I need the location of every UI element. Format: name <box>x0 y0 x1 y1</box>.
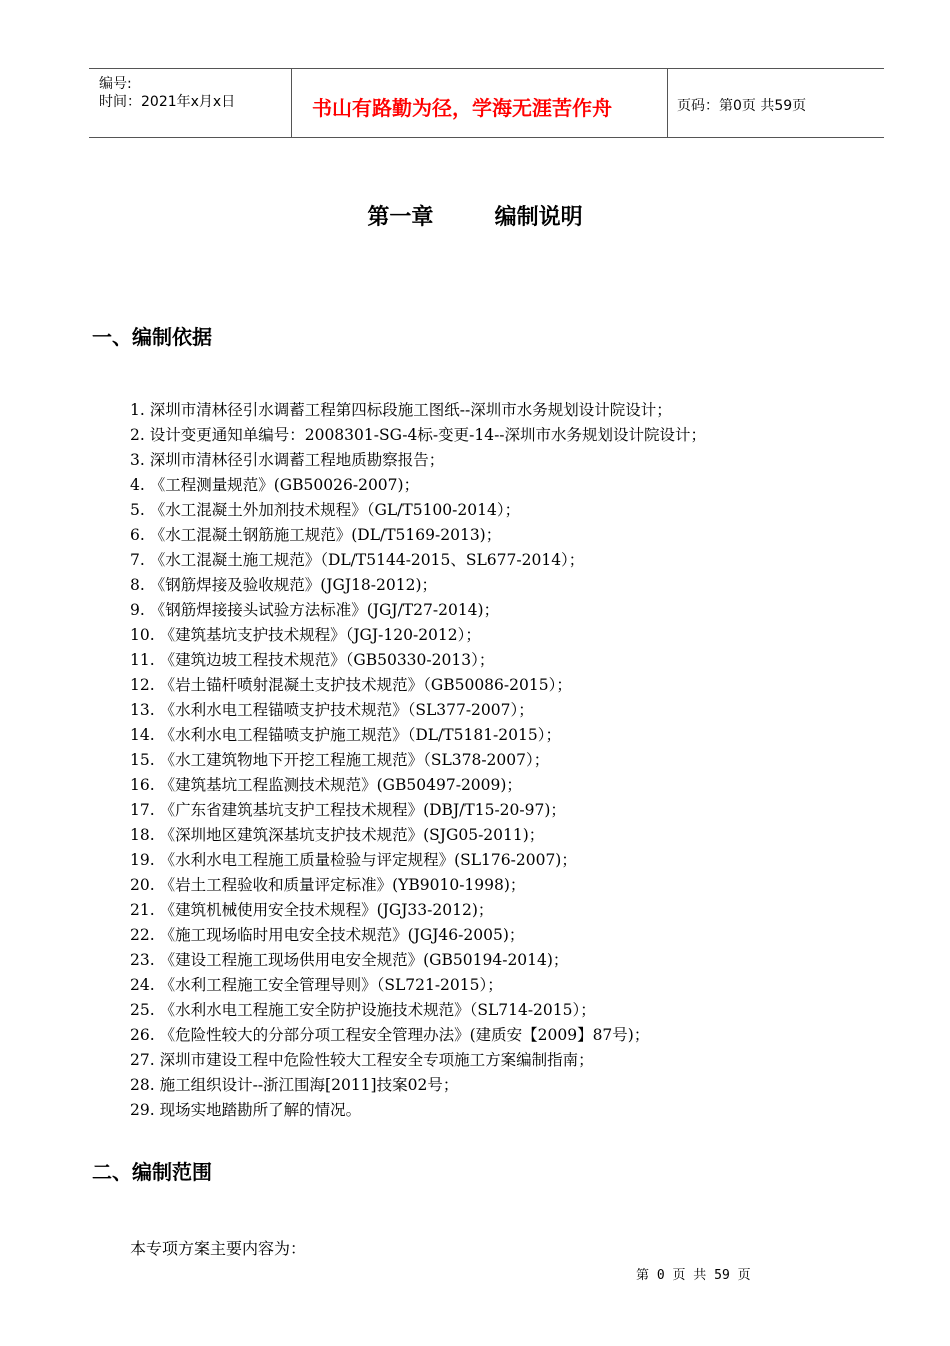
number-label: 编号: <box>99 76 132 92</box>
list-item: 8. 《钢筋焊接及验收规范》(JGJ18-2012)； <box>130 576 438 594</box>
header-page-label: 页码：第0页 共59页 <box>677 98 807 114</box>
header-info-cell <box>89 69 291 137</box>
section-title-basis: 一、编制依据 <box>92 325 212 349</box>
list-item: 11. 《建筑边坡工程技术规范》（GB50330-2013）； <box>130 651 495 669</box>
chapter-title: 第一章 编制说明 <box>367 205 583 230</box>
list-item: 1. 深圳市清林径引水调蓄工程第四标段施工图纸--深圳市水务规划设计院设计； <box>130 401 672 419</box>
list-item: 20. 《岩土工程验收和质量评定标准》(YB9010-1998)； <box>130 876 526 894</box>
list-item: 4. 《工程测量规范》(GB50026-2007)； <box>130 476 420 494</box>
list-item: 18. 《深圳地区建筑深基坑支护技术规范》(SJG05-2011)； <box>130 826 545 844</box>
list-item: 12. 《岩土锚杆喷射混凝土支护技术规范》（GB50086-2015）； <box>130 676 572 694</box>
list-item: 19. 《水利水电工程施工质量检验与评定规程》(SL176-2007)； <box>130 851 577 869</box>
list-item: 17. 《广东省建筑基坑支护工程技术规程》(DBJ/T15-20-97)； <box>130 801 566 819</box>
list-item: 2. 设计变更通知单编号：2008301-SG-4标-变更-14--深圳市水务规划设计院设计； <box>130 426 707 444</box>
list-item: 16. 《建筑基坑工程监测技术规范》(GB50497-2009)； <box>130 776 522 794</box>
list-item: 6. 《水工混凝土钢筋施工规范》(DL/T5169-2013)； <box>130 526 502 544</box>
list-item: 24. 《水利工程施工安全管理导则》（SL721-2015）； <box>130 976 503 994</box>
list-item: 13. 《水利水电工程锚喷支护技术规范》（SL377-2007）； <box>130 701 534 719</box>
header-motto-cell <box>291 69 668 137</box>
motto-text: 书山有路勤为径，学海无涯苦作舟 <box>312 96 612 120</box>
list-item: 9. 《钢筋焊接接头试验方法标准》(JGJ/T27-2014)； <box>130 601 500 619</box>
list-item: 22. 《施工现场临时用电安全技术规范》(JGJ46-2005)； <box>130 926 525 944</box>
scope-intro: 本专项方案主要内容为： <box>130 1239 307 1258</box>
page-header <box>89 68 884 138</box>
time-label: 时间：2021年x月x日 <box>99 94 236 110</box>
list-item: 5. 《水工混凝土外加剂技术规程》（GL/T5100-2014）； <box>130 501 521 519</box>
list-item: 15. 《水工建筑物地下开挖工程施工规范》（SL378-2007）； <box>130 751 550 769</box>
page-footer: 第 0 页 共 59 页 <box>636 1268 751 1283</box>
list-item: 25. 《水利水电工程施工安全防护设施技术规范》（SL714-2015）； <box>130 1001 596 1019</box>
list-item: 21. 《建筑机械使用安全技术规程》(JGJ33-2012)； <box>130 901 494 919</box>
section-title-scope: 二、编制范围 <box>92 1160 212 1184</box>
list-item: 26. 《危险性较大的分部分项工程安全管理办法》(建质安【2009】87号)； <box>130 1026 650 1044</box>
list-item: 27. 深圳市建设工程中危险性较大工程安全专项施工方案编制指南； <box>130 1051 594 1069</box>
reference-list <box>130 398 706 1123</box>
list-item: 10. 《建筑基坑支护技术规程》（JGJ-120-2012）； <box>130 626 481 644</box>
list-item: 23. 《建设工程施工现场供用电安全规范》(GB50194-2014)； <box>130 951 569 969</box>
list-item: 28. 施工组织设计--浙江围海[2011]技案02号； <box>130 1076 459 1094</box>
header-page-cell <box>667 69 884 137</box>
list-item: 7. 《水工混凝土施工规范》（DL/T5144-2015、SL677-2014）； <box>130 551 585 569</box>
list-item: 29. 现场实地踏勘所了解的情况。 <box>130 1101 362 1119</box>
list-item: 14. 《水利水电工程锚喷支护施工规范》（DL/T5181-2015）； <box>130 726 561 744</box>
list-item: 3. 深圳市清林径引水调蓄工程地质勘察报告； <box>130 451 445 469</box>
